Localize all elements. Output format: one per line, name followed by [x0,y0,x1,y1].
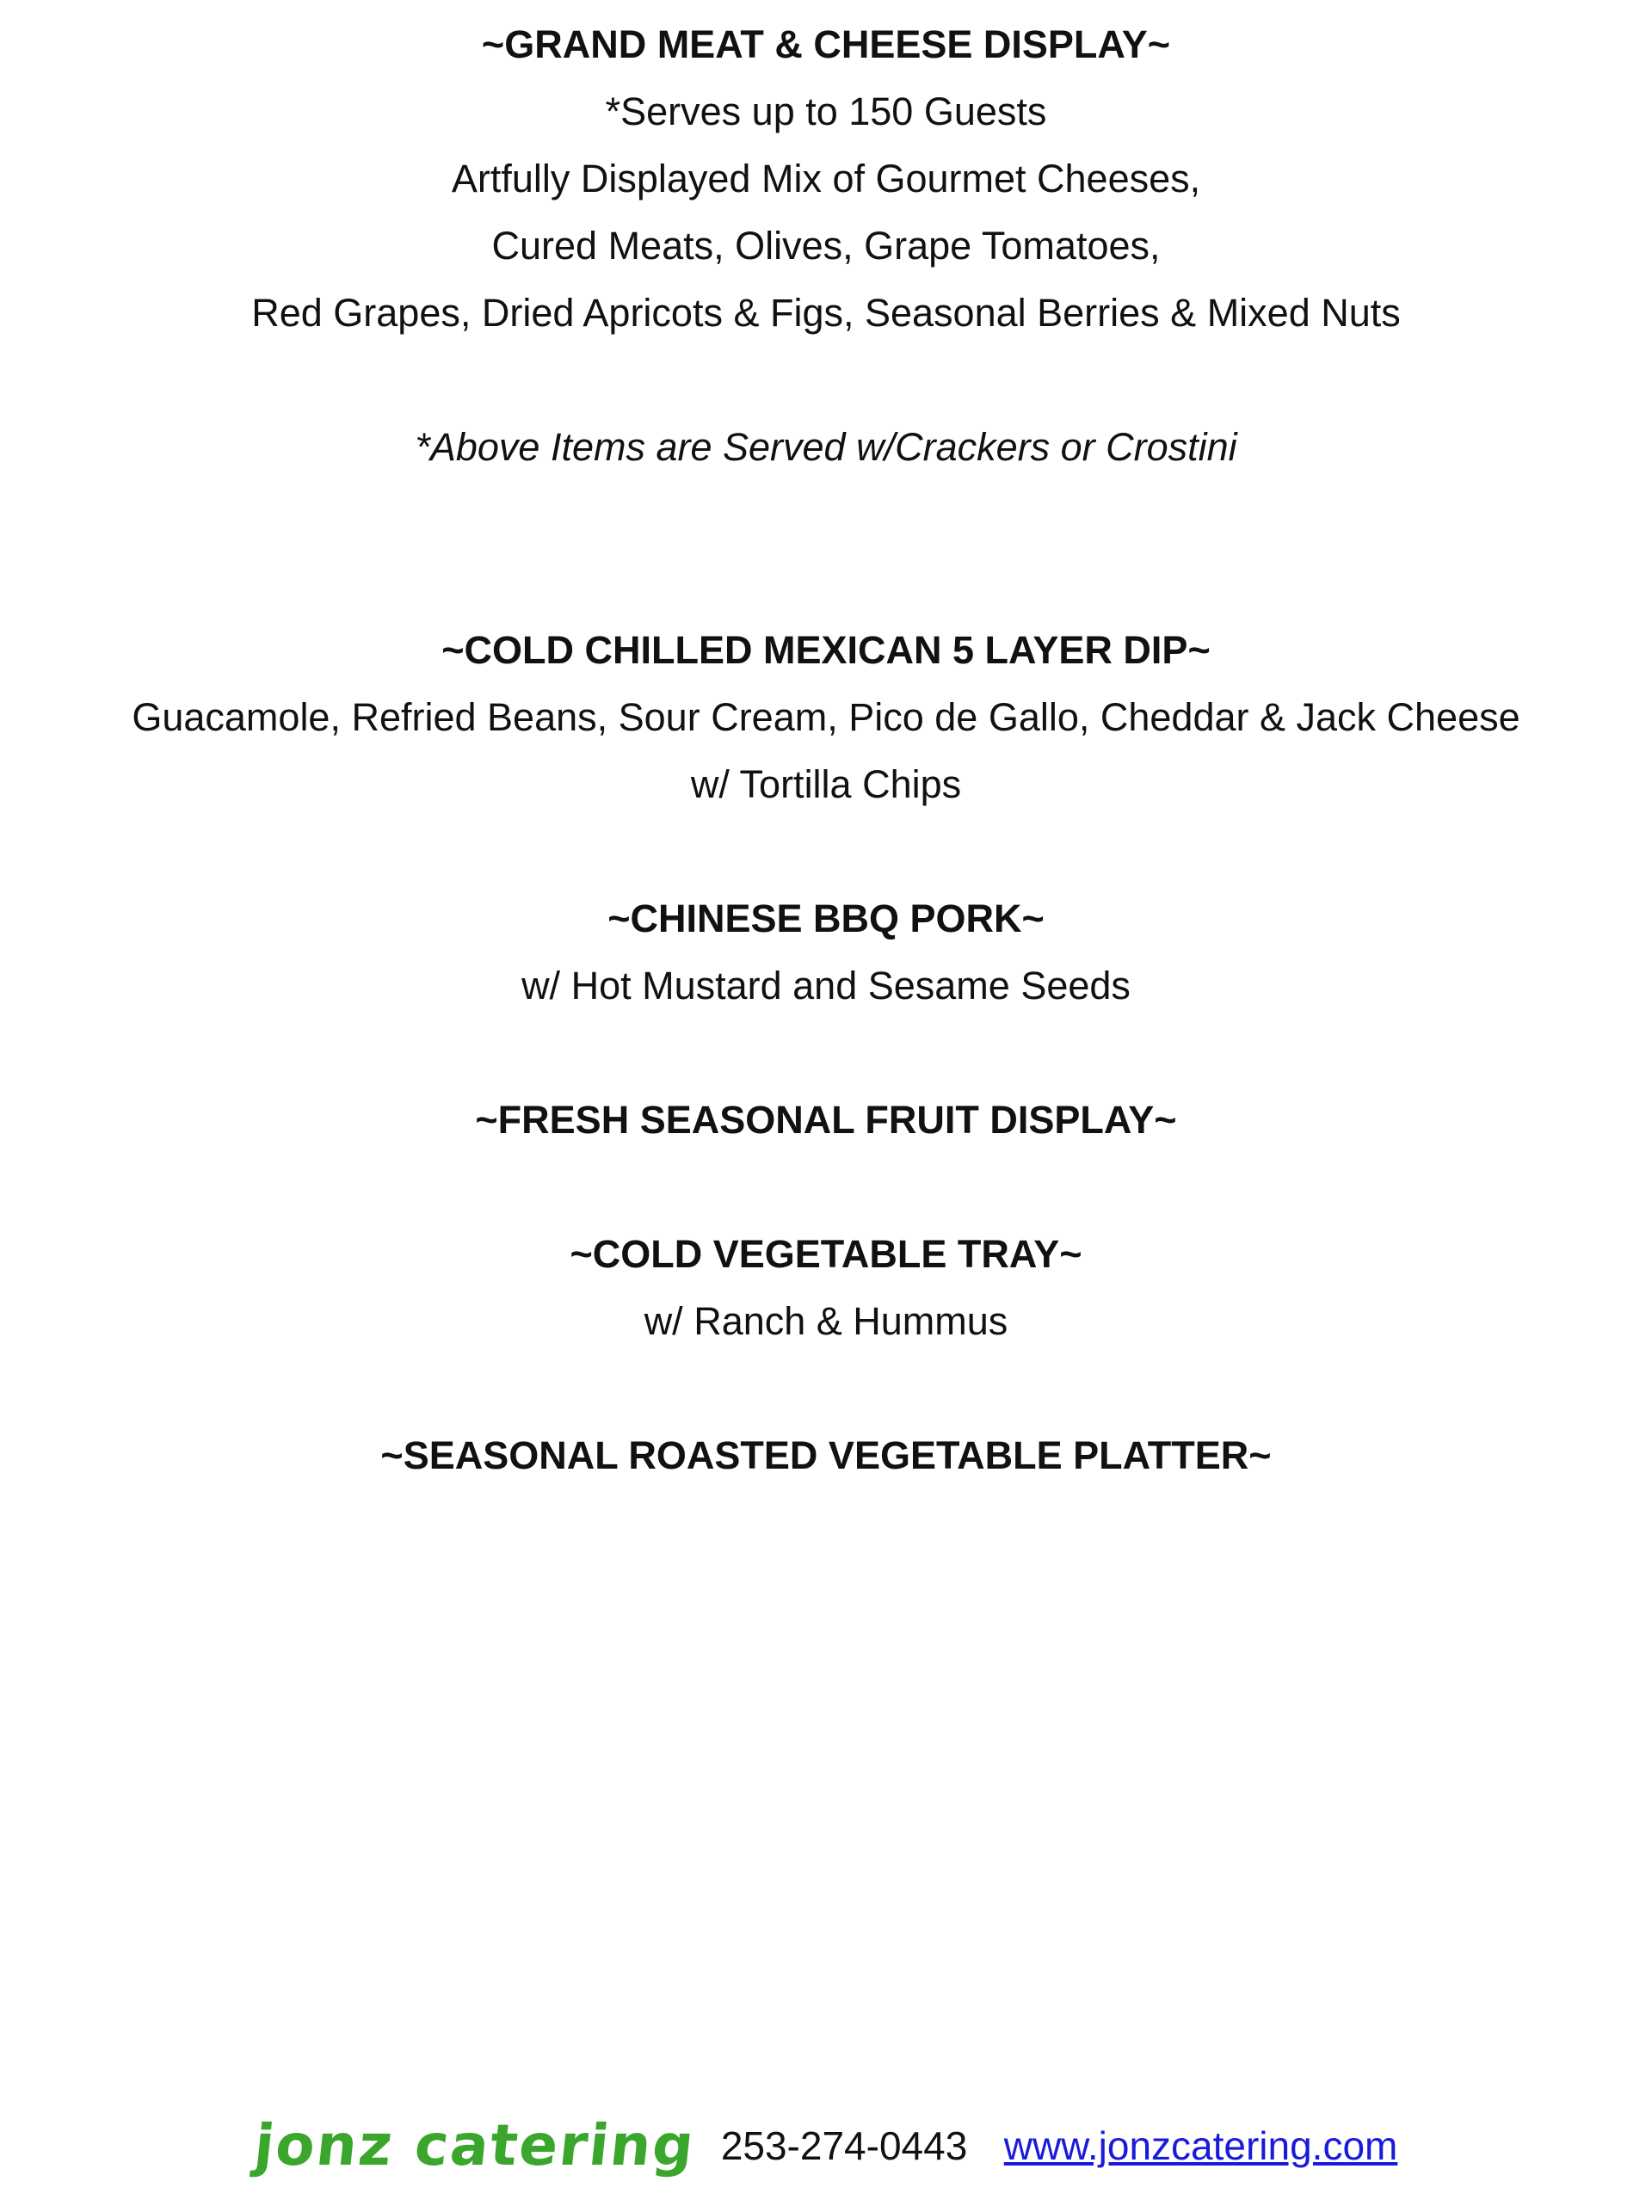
section-title-vegetable-tray: ~COLD VEGETABLE TRAY~ [570,1232,1082,1276]
brand-logo: jonz catering [250,2112,699,2178]
section-title-grand-meat-cheese: ~GRAND MEAT & CHEESE DISPLAY~ [481,22,1171,66]
phone-number: 253-274-0443 [720,2123,968,2168]
website-link[interactable]: www.jonzcatering.com [1003,2123,1398,2168]
section-line: Artfully Displayed Mix of Gourmet Cheeses, [451,157,1201,200]
section-line: Guacamole, Refried Beans, Sour Cream, Pico de Gallo, Cheddar & Jack Cheese [132,695,1520,739]
section-line: Cured Meats, Olives, Grape Tomatoes, [491,224,1161,268]
section-line: w/ Hot Mustard and Sesame Seeds [521,964,1131,1007]
section-line: w/ Tortilla Chips [690,762,962,806]
footer [0,2112,1652,2207]
section-title-mexican-dip: ~COLD CHILLED MEXICAN 5 LAYER DIP~ [441,628,1211,672]
section-line: w/ Ranch & Hummus [644,1299,1008,1343]
section-title-bbq-pork: ~CHINESE BBQ PORK~ [607,897,1045,940]
section-line: Red Grapes, Dried Apricots & Figs, Seasonal Berries & Mixed Nuts [251,291,1401,335]
section-title-fruit-display: ~FRESH SEASONAL FRUIT DISPLAY~ [475,1098,1177,1142]
section-note: *Above Items are Served w/Crackers or Crostini [415,425,1237,469]
section-line: *Serves up to 150 Guests [605,89,1047,133]
section-title-roasted-vegetables: ~SEASONAL ROASTED VEGETABLE PLATTER~ [380,1433,1272,1477]
